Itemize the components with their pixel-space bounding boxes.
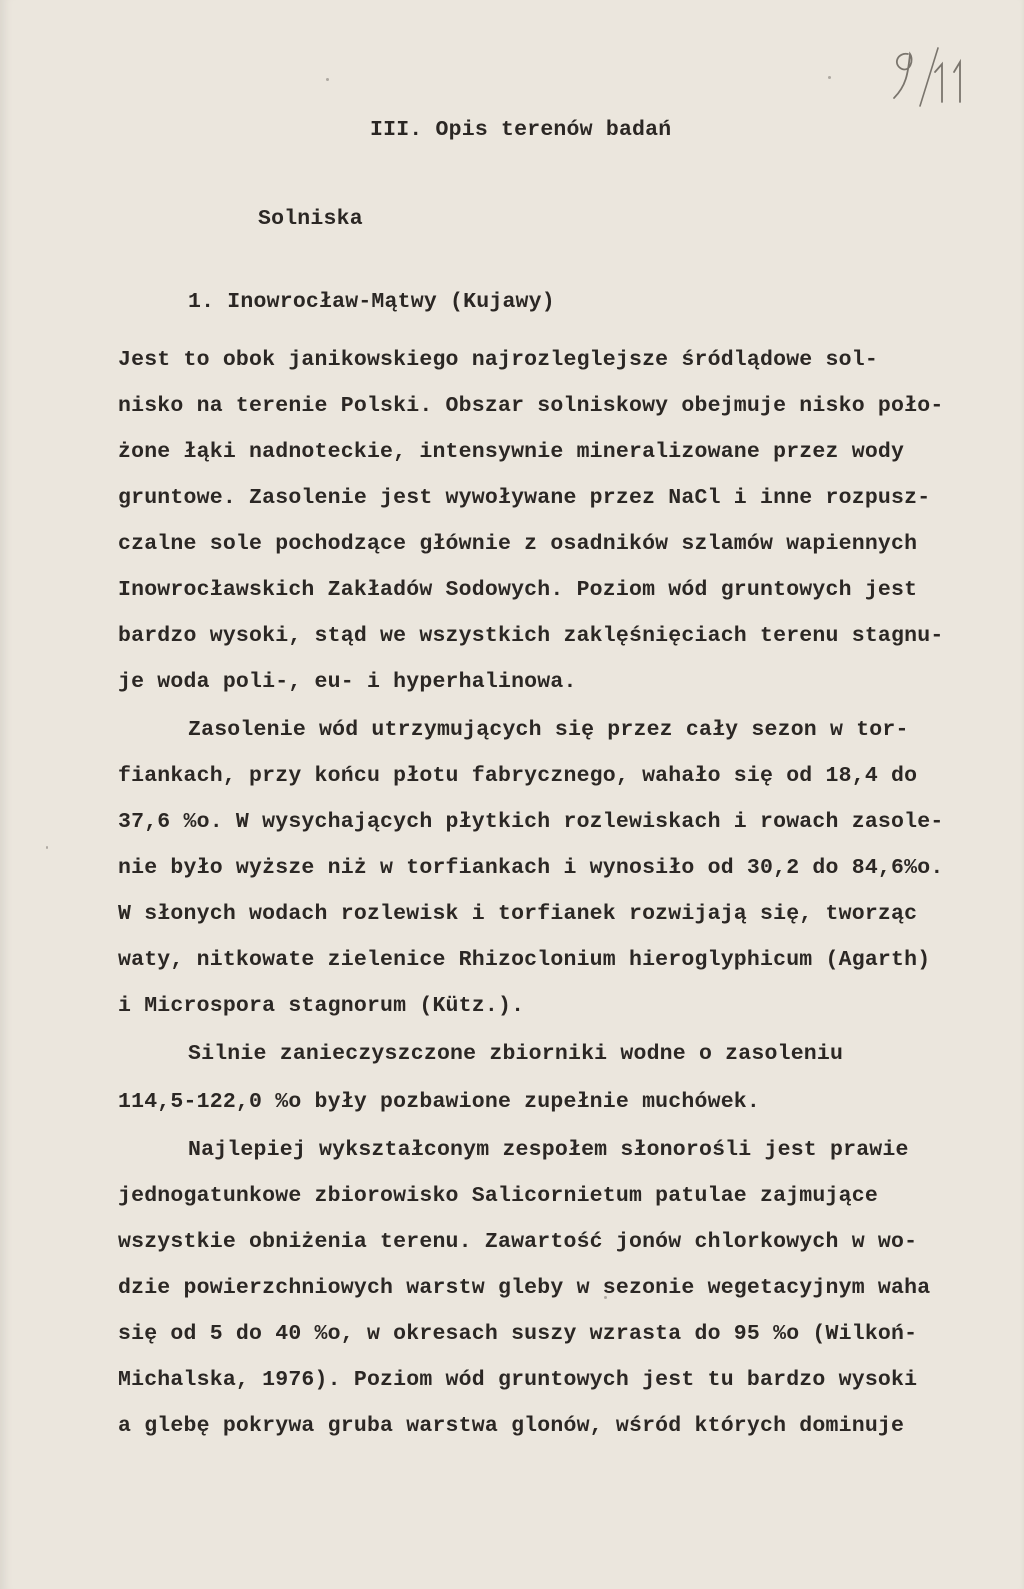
text-line: żone łąki nadnoteckie, intensywnie mineralizowane przez wody: [118, 440, 905, 464]
chapter-heading: III. Opis terenów badań: [370, 118, 672, 142]
text-line: nisko na terenie Polski. Obszar solniskowy obejmuje nisko poło-: [118, 394, 944, 418]
text-line: dzie powierzchniowych warstw gleby w sezonie wegetacyjnym waha: [118, 1276, 931, 1300]
text-line: fiankach, przy końcu płotu fabrycznego, wahało się od 18,4 do: [118, 764, 918, 788]
text-line: 114,5-122,0 %o były pozbawione zupełnie muchówek.: [118, 1090, 761, 1114]
text-line: Inowrocławskich Zakładów Sodowych. Poziom wód gruntowych jest: [118, 578, 918, 602]
text-line: się od 5 do 40 %o, w okresach suszy wzrasta do 95 %o (Wilkoń-: [118, 1322, 918, 1346]
text-line: 37,6 %o. W wysychających płytkich rozlewiskach i rowach zasole-: [118, 810, 944, 834]
text-line: Jest to obok janikowskiego najrozleglejsze śródlądowe sol-: [118, 348, 878, 372]
paper-speck: [604, 1296, 607, 1299]
text-line: W słonych wodach rozlewisk i torfianek rozwijają się, tworząc: [118, 902, 918, 926]
text-line: Silnie zanieczyszczone zbiorniki wodne o zasoleniu: [188, 1042, 844, 1066]
text-line: nie było wyższe niż w torfiankach i wynosiło od 30,2 do 84,6%o.: [118, 856, 944, 880]
text-line: waty, nitkowate zielenice Rhizoclonium hieroglyphicum (Agarth): [118, 948, 931, 972]
paper-speck: [326, 78, 329, 81]
text-line: czalne sole pochodzące głównie z osadników szlamów wapiennych: [118, 532, 918, 556]
text-line: Zasolenie wód utrzymujących się przez cały sezon w tor-: [188, 718, 909, 742]
text-line: jednogatunkowe zbiorowisko Salicornietum patulae zajmujące: [118, 1184, 878, 1208]
text-line: je woda poli-, eu- i hyperhalinowa.: [118, 670, 577, 694]
text-line: gruntowe. Zasolenie jest wywoływane przez NaCl i inne rozpusz-: [118, 486, 931, 510]
text-line: i Microspora stagnorum (Kütz.).: [118, 994, 525, 1018]
folio-number: [880, 42, 976, 112]
text-line: a glebę pokrywa gruba warstwa glonów, wśród których dominuje: [118, 1414, 905, 1438]
section-title: Solniska: [258, 207, 363, 231]
subsection-title: 1. Inowrocław-Mątwy (Kujawy): [188, 290, 555, 314]
text-line: bardzo wysoki, stąd we wszystkich zaklęśnięciach terenu stagnu-: [118, 624, 944, 648]
text-line: Najlepiej wykształconym zespołem słonorośli jest prawie: [188, 1138, 909, 1162]
text-line: Michalska, 1976). Poziom wód gruntowych jest tu bardzo wysoki: [118, 1368, 918, 1392]
paper-speck: [46, 846, 48, 849]
paper-speck: [828, 76, 831, 79]
text-line: wszystkie obniżenia terenu. Zawartość jonów chlorkowych w wo-: [118, 1230, 918, 1254]
